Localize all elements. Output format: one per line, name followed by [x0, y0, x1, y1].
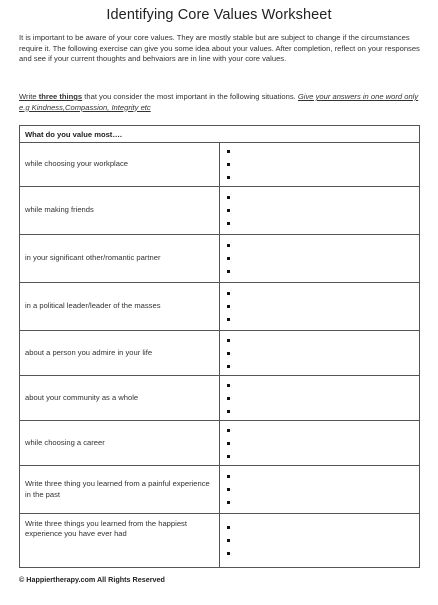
table-row	[20, 187, 420, 235]
bullet-3	[227, 265, 419, 278]
question-cell: while choosing your workplace	[20, 143, 220, 187]
bullet-2	[227, 437, 419, 450]
question-cell: while making friends	[20, 187, 220, 235]
copyright-footer: © Happiertherapy.com All Rights Reserved	[19, 575, 165, 584]
answer-cell[interactable]	[220, 514, 420, 568]
answer-cell[interactable]	[220, 143, 420, 187]
bullet-3	[227, 547, 419, 560]
bullet-1	[227, 145, 419, 158]
answer-bullets	[220, 379, 419, 418]
instruction-write: Write	[19, 92, 37, 101]
bullet-2	[227, 392, 419, 405]
instruction-paragraph	[19, 92, 423, 113]
bullet-3	[227, 313, 419, 326]
question-cell: about your community as a whole	[20, 376, 220, 421]
bullet-2	[227, 158, 419, 171]
instruction-three-things: three things	[36, 92, 83, 101]
bullet-1	[227, 287, 419, 300]
answer-bullets	[220, 287, 419, 326]
answer-bullets	[220, 424, 419, 463]
answer-bullets	[220, 334, 419, 373]
table-header: What do you value most….	[20, 126, 420, 143]
bullet-1	[227, 470, 419, 483]
bullet-2	[227, 534, 419, 547]
question-cell: about a person you admire in your life	[20, 331, 220, 376]
bullet-1	[227, 191, 419, 204]
answer-cell[interactable]	[220, 187, 420, 235]
table-header-row	[20, 126, 420, 143]
bullet-1	[227, 424, 419, 437]
bullet-3	[227, 450, 419, 463]
bullet-2	[227, 347, 419, 360]
answer-cell[interactable]	[220, 421, 420, 466]
answer-bullets	[220, 521, 419, 560]
bullet-3	[227, 496, 419, 509]
bullet-3	[227, 171, 419, 184]
answer-cell[interactable]	[220, 466, 420, 514]
instruction-middle: that you consider the most important in the following situations.	[82, 92, 298, 101]
answer-cell[interactable]	[220, 376, 420, 421]
answer-cell[interactable]	[220, 331, 420, 376]
question-cell: in your significant other/romantic partner	[20, 235, 220, 283]
table-row	[20, 143, 420, 187]
table-row	[20, 235, 420, 283]
table-row	[20, 331, 420, 376]
answer-bullets	[220, 145, 419, 184]
intro-paragraph: It is important to be aware of your core values. They are mostly stable but are subject to change if the circumstances require it. The following exercise can give you some idea about your values. After completion, reflect on your responses and see if your current thoughts and behvaiors are in line with your core values.	[19, 33, 420, 64]
bullet-2	[227, 300, 419, 313]
table-row	[20, 376, 420, 421]
table-row	[20, 466, 420, 514]
bullet-1	[227, 379, 419, 392]
bullet-3	[227, 405, 419, 418]
answer-bullets	[220, 470, 419, 509]
question-cell: while choosing a career	[20, 421, 220, 466]
bullet-2	[227, 483, 419, 496]
page-title: Identifying Core Values Worksheet	[106, 7, 332, 23]
answer-bullets	[220, 191, 419, 230]
values-table	[19, 125, 420, 568]
bullet-1	[227, 521, 419, 534]
bullet-1	[227, 239, 419, 252]
answer-bullets	[220, 239, 419, 278]
bullet-3	[227, 360, 419, 373]
table-row	[20, 514, 420, 568]
answer-cell[interactable]	[220, 235, 420, 283]
instruction-example: Give your answers in one word only e.g Kindness,Compassion, Integrity etc	[19, 92, 419, 112]
bullet-3	[227, 217, 419, 230]
answer-cell[interactable]	[220, 283, 420, 331]
question-cell: Write three things you learned from the happiest experience you have ever had	[20, 514, 220, 568]
table-row	[20, 421, 420, 466]
bullet-1	[227, 334, 419, 347]
question-cell: in a political leader/leader of the masses	[20, 283, 220, 331]
bullet-2	[227, 252, 419, 265]
bullet-2	[227, 204, 419, 217]
table-row	[20, 283, 420, 331]
question-cell: Write three thing you learned from a painful experience in the past	[20, 466, 220, 514]
